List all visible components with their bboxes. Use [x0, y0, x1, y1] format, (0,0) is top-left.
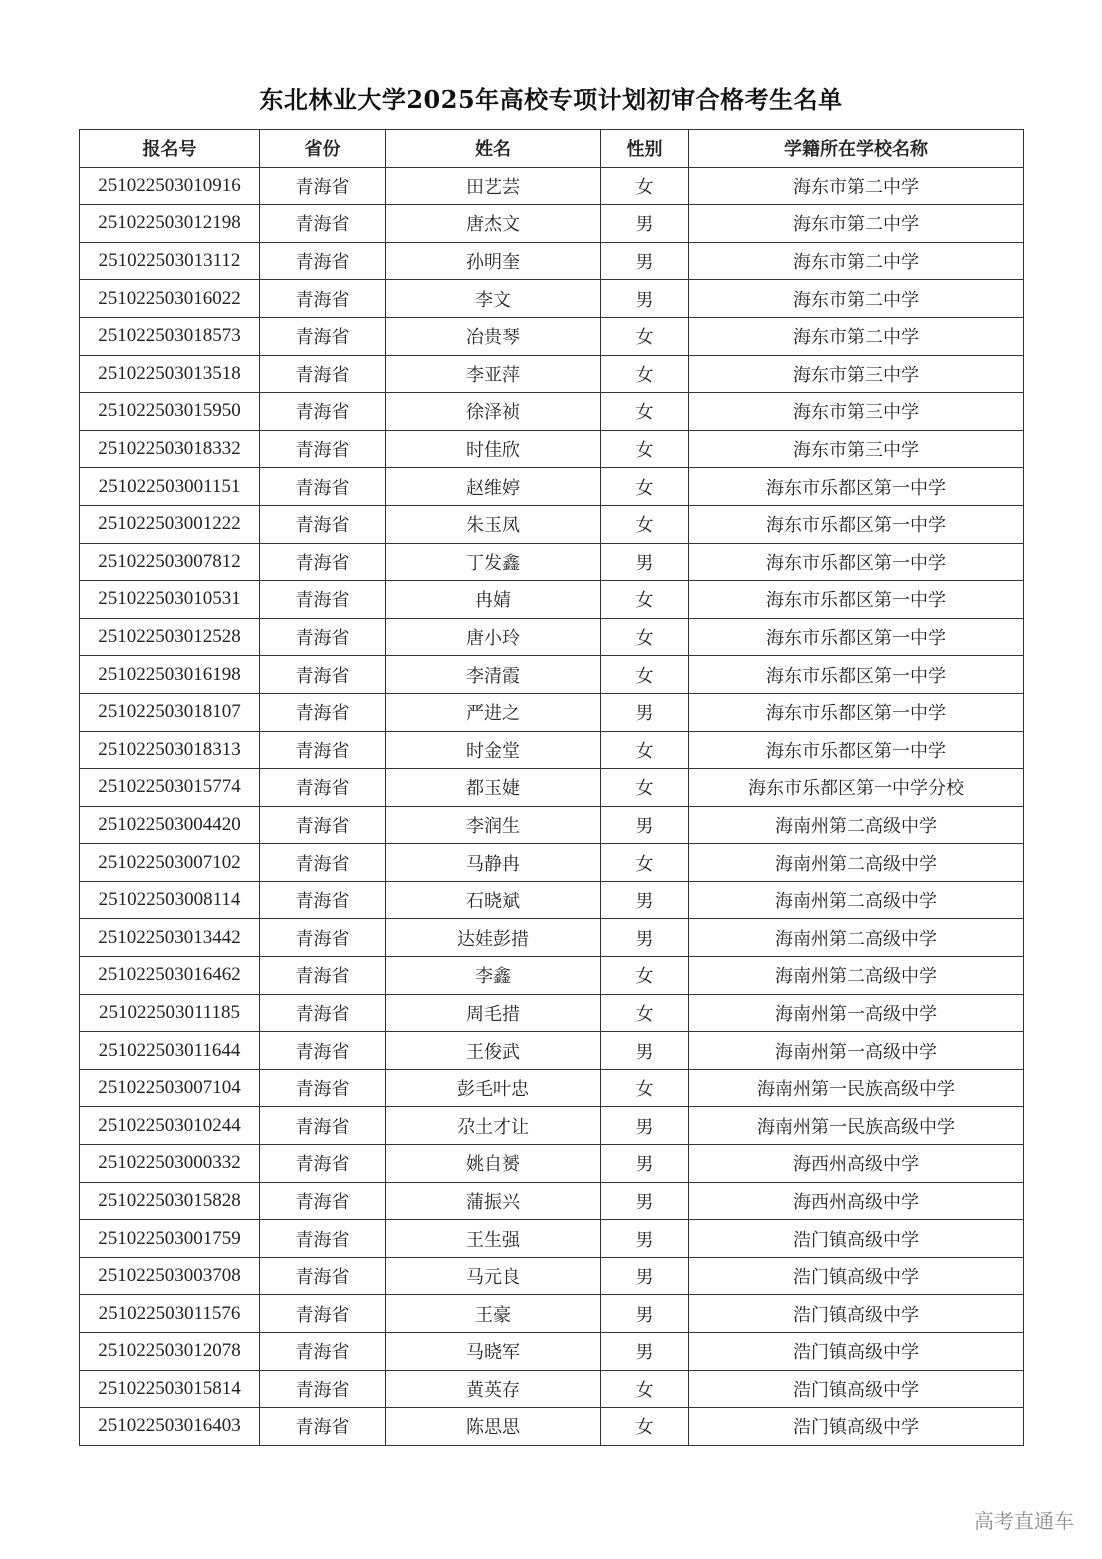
name-cell: 徐泽祯 — [386, 393, 601, 431]
province-cell: 青海省 — [260, 1107, 386, 1145]
school-cell: 海西州高级中学 — [689, 1145, 1024, 1183]
gender-cell: 男 — [601, 1257, 689, 1295]
province-cell: 青海省 — [260, 1145, 386, 1183]
registration-number-cell: 251022503010244 — [80, 1107, 260, 1145]
school-cell: 海东市乐都区第一中学 — [689, 543, 1024, 581]
gender-cell: 女 — [601, 581, 689, 619]
gender-cell: 男 — [601, 1295, 689, 1333]
registration-number-cell: 251022503011185 — [80, 994, 260, 1032]
name-cell: 李润生 — [386, 806, 601, 844]
school-cell: 海东市第三中学 — [689, 393, 1024, 431]
table-row — [80, 1032, 1024, 1070]
school-cell: 海东市第三中学 — [689, 355, 1024, 393]
province-cell: 青海省 — [260, 844, 386, 882]
name-cell: 黄英存 — [386, 1370, 601, 1408]
province-cell: 青海省 — [260, 806, 386, 844]
registration-number-cell: 251022503001151 — [80, 468, 260, 506]
province-cell: 青海省 — [260, 543, 386, 581]
province-cell: 青海省 — [260, 1182, 386, 1220]
gender-cell: 男 — [601, 242, 689, 280]
table-row — [80, 693, 1024, 731]
gender-cell: 男 — [601, 280, 689, 318]
gender-cell: 男 — [601, 1220, 689, 1258]
school-cell: 海东市第二中学 — [689, 242, 1024, 280]
candidate-table — [79, 129, 1024, 1446]
province-cell: 青海省 — [260, 919, 386, 957]
school-cell: 海南州第一高级中学 — [689, 994, 1024, 1032]
registration-number-cell: 251022503007104 — [80, 1069, 260, 1107]
registration-number-cell: 251022503001222 — [80, 505, 260, 543]
province-cell: 青海省 — [260, 693, 386, 731]
province-cell: 青海省 — [260, 881, 386, 919]
province-cell: 青海省 — [260, 1370, 386, 1408]
name-cell: 赵维婷 — [386, 468, 601, 506]
table-row — [80, 844, 1024, 882]
province-cell: 青海省 — [260, 656, 386, 694]
province-cell: 青海省 — [260, 430, 386, 468]
registration-number-cell: 251022503013442 — [80, 919, 260, 957]
gender-cell: 女 — [601, 430, 689, 468]
gender-cell: 男 — [601, 205, 689, 243]
province-cell: 青海省 — [260, 731, 386, 769]
province-cell: 青海省 — [260, 618, 386, 656]
province-cell: 青海省 — [260, 1069, 386, 1107]
name-cell: 李亚萍 — [386, 355, 601, 393]
table-row — [80, 468, 1024, 506]
table-row — [80, 731, 1024, 769]
school-cell: 海南州第一高级中学 — [689, 1032, 1024, 1070]
registration-number-cell: 251022503013112 — [80, 242, 260, 280]
table-row — [80, 543, 1024, 581]
school-cell: 浩门镇高级中学 — [689, 1333, 1024, 1371]
registration-number-cell: 251022503015950 — [80, 393, 260, 431]
province-cell: 青海省 — [260, 1295, 386, 1333]
school-cell: 海东市乐都区第一中学 — [689, 468, 1024, 506]
name-cell: 丁发鑫 — [386, 543, 601, 581]
header-school: 学籍所在学校名称 — [689, 130, 1024, 168]
table-row — [80, 806, 1024, 844]
school-cell: 海西州高级中学 — [689, 1182, 1024, 1220]
registration-number-cell: 251022503016022 — [80, 280, 260, 318]
table-row — [80, 317, 1024, 355]
gender-cell: 女 — [601, 1370, 689, 1408]
province-cell: 青海省 — [260, 355, 386, 393]
name-cell: 蒲振兴 — [386, 1182, 601, 1220]
registration-number-cell: 251022503000332 — [80, 1145, 260, 1183]
gender-cell: 男 — [601, 881, 689, 919]
province-cell: 青海省 — [260, 1220, 386, 1258]
gender-cell: 女 — [601, 731, 689, 769]
gender-cell: 男 — [601, 1107, 689, 1145]
name-cell: 唐小玲 — [386, 618, 601, 656]
gender-cell: 男 — [601, 543, 689, 581]
province-cell: 青海省 — [260, 994, 386, 1032]
province-cell: 青海省 — [260, 1333, 386, 1371]
province-cell: 青海省 — [260, 167, 386, 205]
name-cell: 冉婧 — [386, 581, 601, 619]
registration-number-cell: 251022503007102 — [80, 844, 260, 882]
table-row — [80, 1333, 1024, 1371]
gender-cell: 男 — [601, 919, 689, 957]
province-cell: 青海省 — [260, 205, 386, 243]
name-cell: 严进之 — [386, 693, 601, 731]
gender-cell: 女 — [601, 505, 689, 543]
name-cell: 达娃彭措 — [386, 919, 601, 957]
school-cell: 海东市乐都区第一中学分校 — [689, 769, 1024, 807]
table-row — [80, 881, 1024, 919]
registration-number-cell: 251022503004420 — [80, 806, 260, 844]
table-row — [80, 280, 1024, 318]
gender-cell: 女 — [601, 393, 689, 431]
school-cell: 浩门镇高级中学 — [689, 1295, 1024, 1333]
gender-cell: 男 — [601, 1333, 689, 1371]
school-cell: 海东市第二中学 — [689, 280, 1024, 318]
gender-cell: 女 — [601, 1069, 689, 1107]
school-cell: 海东市第三中学 — [689, 430, 1024, 468]
registration-number-cell: 251022503013518 — [80, 355, 260, 393]
header-gender: 性别 — [601, 130, 689, 168]
registration-number-cell: 251022503016198 — [80, 656, 260, 694]
table-row — [80, 1257, 1024, 1295]
school-cell: 浩门镇高级中学 — [689, 1257, 1024, 1295]
registration-number-cell: 251022503012078 — [80, 1333, 260, 1371]
name-cell: 都玉婕 — [386, 769, 601, 807]
table-row — [80, 769, 1024, 807]
school-cell: 海南州第二高级中学 — [689, 919, 1024, 957]
registration-number-cell: 251022503015774 — [80, 769, 260, 807]
province-cell: 青海省 — [260, 280, 386, 318]
table-row — [80, 1182, 1024, 1220]
table-row — [80, 505, 1024, 543]
province-cell: 青海省 — [260, 505, 386, 543]
province-cell: 青海省 — [260, 769, 386, 807]
school-cell: 浩门镇高级中学 — [689, 1370, 1024, 1408]
header-registration-number: 报名号 — [80, 130, 260, 168]
registration-number-cell: 251022503018573 — [80, 317, 260, 355]
school-cell: 海东市第二中学 — [689, 167, 1024, 205]
table-row — [80, 242, 1024, 280]
table-row — [80, 1069, 1024, 1107]
table-row — [80, 656, 1024, 694]
gender-cell: 女 — [601, 844, 689, 882]
registration-number-cell: 251022503008114 — [80, 881, 260, 919]
name-cell: 王俊武 — [386, 1032, 601, 1070]
registration-number-cell: 251022503003708 — [80, 1257, 260, 1295]
table-row — [80, 167, 1024, 205]
table-row — [80, 1220, 1024, 1258]
name-cell: 冶贵琴 — [386, 317, 601, 355]
name-cell: 李鑫 — [386, 957, 601, 995]
gender-cell: 女 — [601, 1408, 689, 1446]
gender-cell: 女 — [601, 618, 689, 656]
registration-number-cell: 251022503018107 — [80, 693, 260, 731]
name-cell: 李清霞 — [386, 656, 601, 694]
registration-number-cell: 251022503007812 — [80, 543, 260, 581]
registration-number-cell: 251022503015828 — [80, 1182, 260, 1220]
gender-cell: 女 — [601, 656, 689, 694]
province-cell: 青海省 — [260, 393, 386, 431]
registration-number-cell: 251022503018332 — [80, 430, 260, 468]
school-cell: 海东市乐都区第一中学 — [689, 656, 1024, 694]
province-cell: 青海省 — [260, 1032, 386, 1070]
watermark: 高考直通车 — [974, 1509, 1074, 1533]
province-cell: 青海省 — [260, 317, 386, 355]
table-row — [80, 430, 1024, 468]
table-row — [80, 957, 1024, 995]
table-row — [80, 393, 1024, 431]
gender-cell: 女 — [601, 167, 689, 205]
gender-cell: 男 — [601, 1145, 689, 1183]
header-name: 姓名 — [386, 130, 601, 168]
province-cell: 青海省 — [260, 581, 386, 619]
gender-cell: 男 — [601, 693, 689, 731]
table-row — [80, 1107, 1024, 1145]
name-cell: 王豪 — [386, 1295, 601, 1333]
registration-number-cell: 251022503001759 — [80, 1220, 260, 1258]
table-row — [80, 994, 1024, 1032]
registration-number-cell: 251022503015814 — [80, 1370, 260, 1408]
table-row — [80, 355, 1024, 393]
province-cell: 青海省 — [260, 468, 386, 506]
province-cell: 青海省 — [260, 242, 386, 280]
school-cell: 海东市乐都区第一中学 — [689, 581, 1024, 619]
name-cell: 时佳欣 — [386, 430, 601, 468]
name-cell: 姚自赟 — [386, 1145, 601, 1183]
gender-cell: 女 — [601, 957, 689, 995]
school-cell: 浩门镇高级中学 — [689, 1220, 1024, 1258]
province-cell: 青海省 — [260, 1408, 386, 1446]
registration-number-cell: 251022503016403 — [80, 1408, 260, 1446]
school-cell: 海东市乐都区第一中学 — [689, 618, 1024, 656]
registration-number-cell: 251022503018313 — [80, 731, 260, 769]
table-header-row — [80, 130, 1024, 168]
registration-number-cell: 251022503012528 — [80, 618, 260, 656]
school-cell: 浩门镇高级中学 — [689, 1408, 1024, 1446]
registration-number-cell: 251022503011644 — [80, 1032, 260, 1070]
registration-number-cell: 251022503010916 — [80, 167, 260, 205]
gender-cell: 女 — [601, 468, 689, 506]
registration-number-cell: 251022503012198 — [80, 205, 260, 243]
school-cell: 海南州第二高级中学 — [689, 957, 1024, 995]
table-row — [80, 1408, 1024, 1446]
gender-cell: 男 — [601, 1182, 689, 1220]
table-row — [80, 1370, 1024, 1408]
name-cell: 王生强 — [386, 1220, 601, 1258]
school-cell: 海东市乐都区第一中学 — [689, 731, 1024, 769]
registration-number-cell: 251022503011576 — [80, 1295, 260, 1333]
school-cell: 海南州第二高级中学 — [689, 806, 1024, 844]
school-cell: 海南州第一民族高级中学 — [689, 1107, 1024, 1145]
name-cell: 陈思思 — [386, 1408, 601, 1446]
province-cell: 青海省 — [260, 957, 386, 995]
name-cell: 孙明奎 — [386, 242, 601, 280]
school-cell: 海南州第二高级中学 — [689, 844, 1024, 882]
school-cell: 海东市乐都区第一中学 — [689, 693, 1024, 731]
gender-cell: 女 — [601, 355, 689, 393]
name-cell: 彭毛叶忠 — [386, 1069, 601, 1107]
school-cell: 海东市乐都区第一中学 — [689, 505, 1024, 543]
name-cell: 唐杰文 — [386, 205, 601, 243]
name-cell: 尕土才让 — [386, 1107, 601, 1145]
school-cell: 海东市第二中学 — [689, 317, 1024, 355]
table-row — [80, 1295, 1024, 1333]
name-cell: 田艺芸 — [386, 167, 601, 205]
name-cell: 马元良 — [386, 1257, 601, 1295]
table-row — [80, 618, 1024, 656]
school-cell: 海南州第二高级中学 — [689, 881, 1024, 919]
name-cell: 周毛措 — [386, 994, 601, 1032]
gender-cell: 女 — [601, 994, 689, 1032]
name-cell: 朱玉凤 — [386, 505, 601, 543]
name-cell: 马晓军 — [386, 1333, 601, 1371]
province-cell: 青海省 — [260, 1257, 386, 1295]
gender-cell: 男 — [601, 1032, 689, 1070]
name-cell: 时金堂 — [386, 731, 601, 769]
table-body — [80, 167, 1024, 1445]
gender-cell: 男 — [601, 806, 689, 844]
table-row — [80, 581, 1024, 619]
registration-number-cell: 251022503016462 — [80, 957, 260, 995]
school-cell: 海东市第二中学 — [689, 205, 1024, 243]
name-cell: 马静冉 — [386, 844, 601, 882]
page-title: 东北林业大学2025年高校专项计划初审合格考生名单 — [259, 85, 843, 114]
table-row — [80, 919, 1024, 957]
name-cell: 李文 — [386, 280, 601, 318]
table-row — [80, 205, 1024, 243]
gender-cell: 女 — [601, 769, 689, 807]
gender-cell: 女 — [601, 317, 689, 355]
registration-number-cell: 251022503010531 — [80, 581, 260, 619]
header-province: 省份 — [260, 130, 386, 168]
name-cell: 石晓斌 — [386, 881, 601, 919]
school-cell: 海南州第一民族高级中学 — [689, 1069, 1024, 1107]
table-row — [80, 1145, 1024, 1183]
